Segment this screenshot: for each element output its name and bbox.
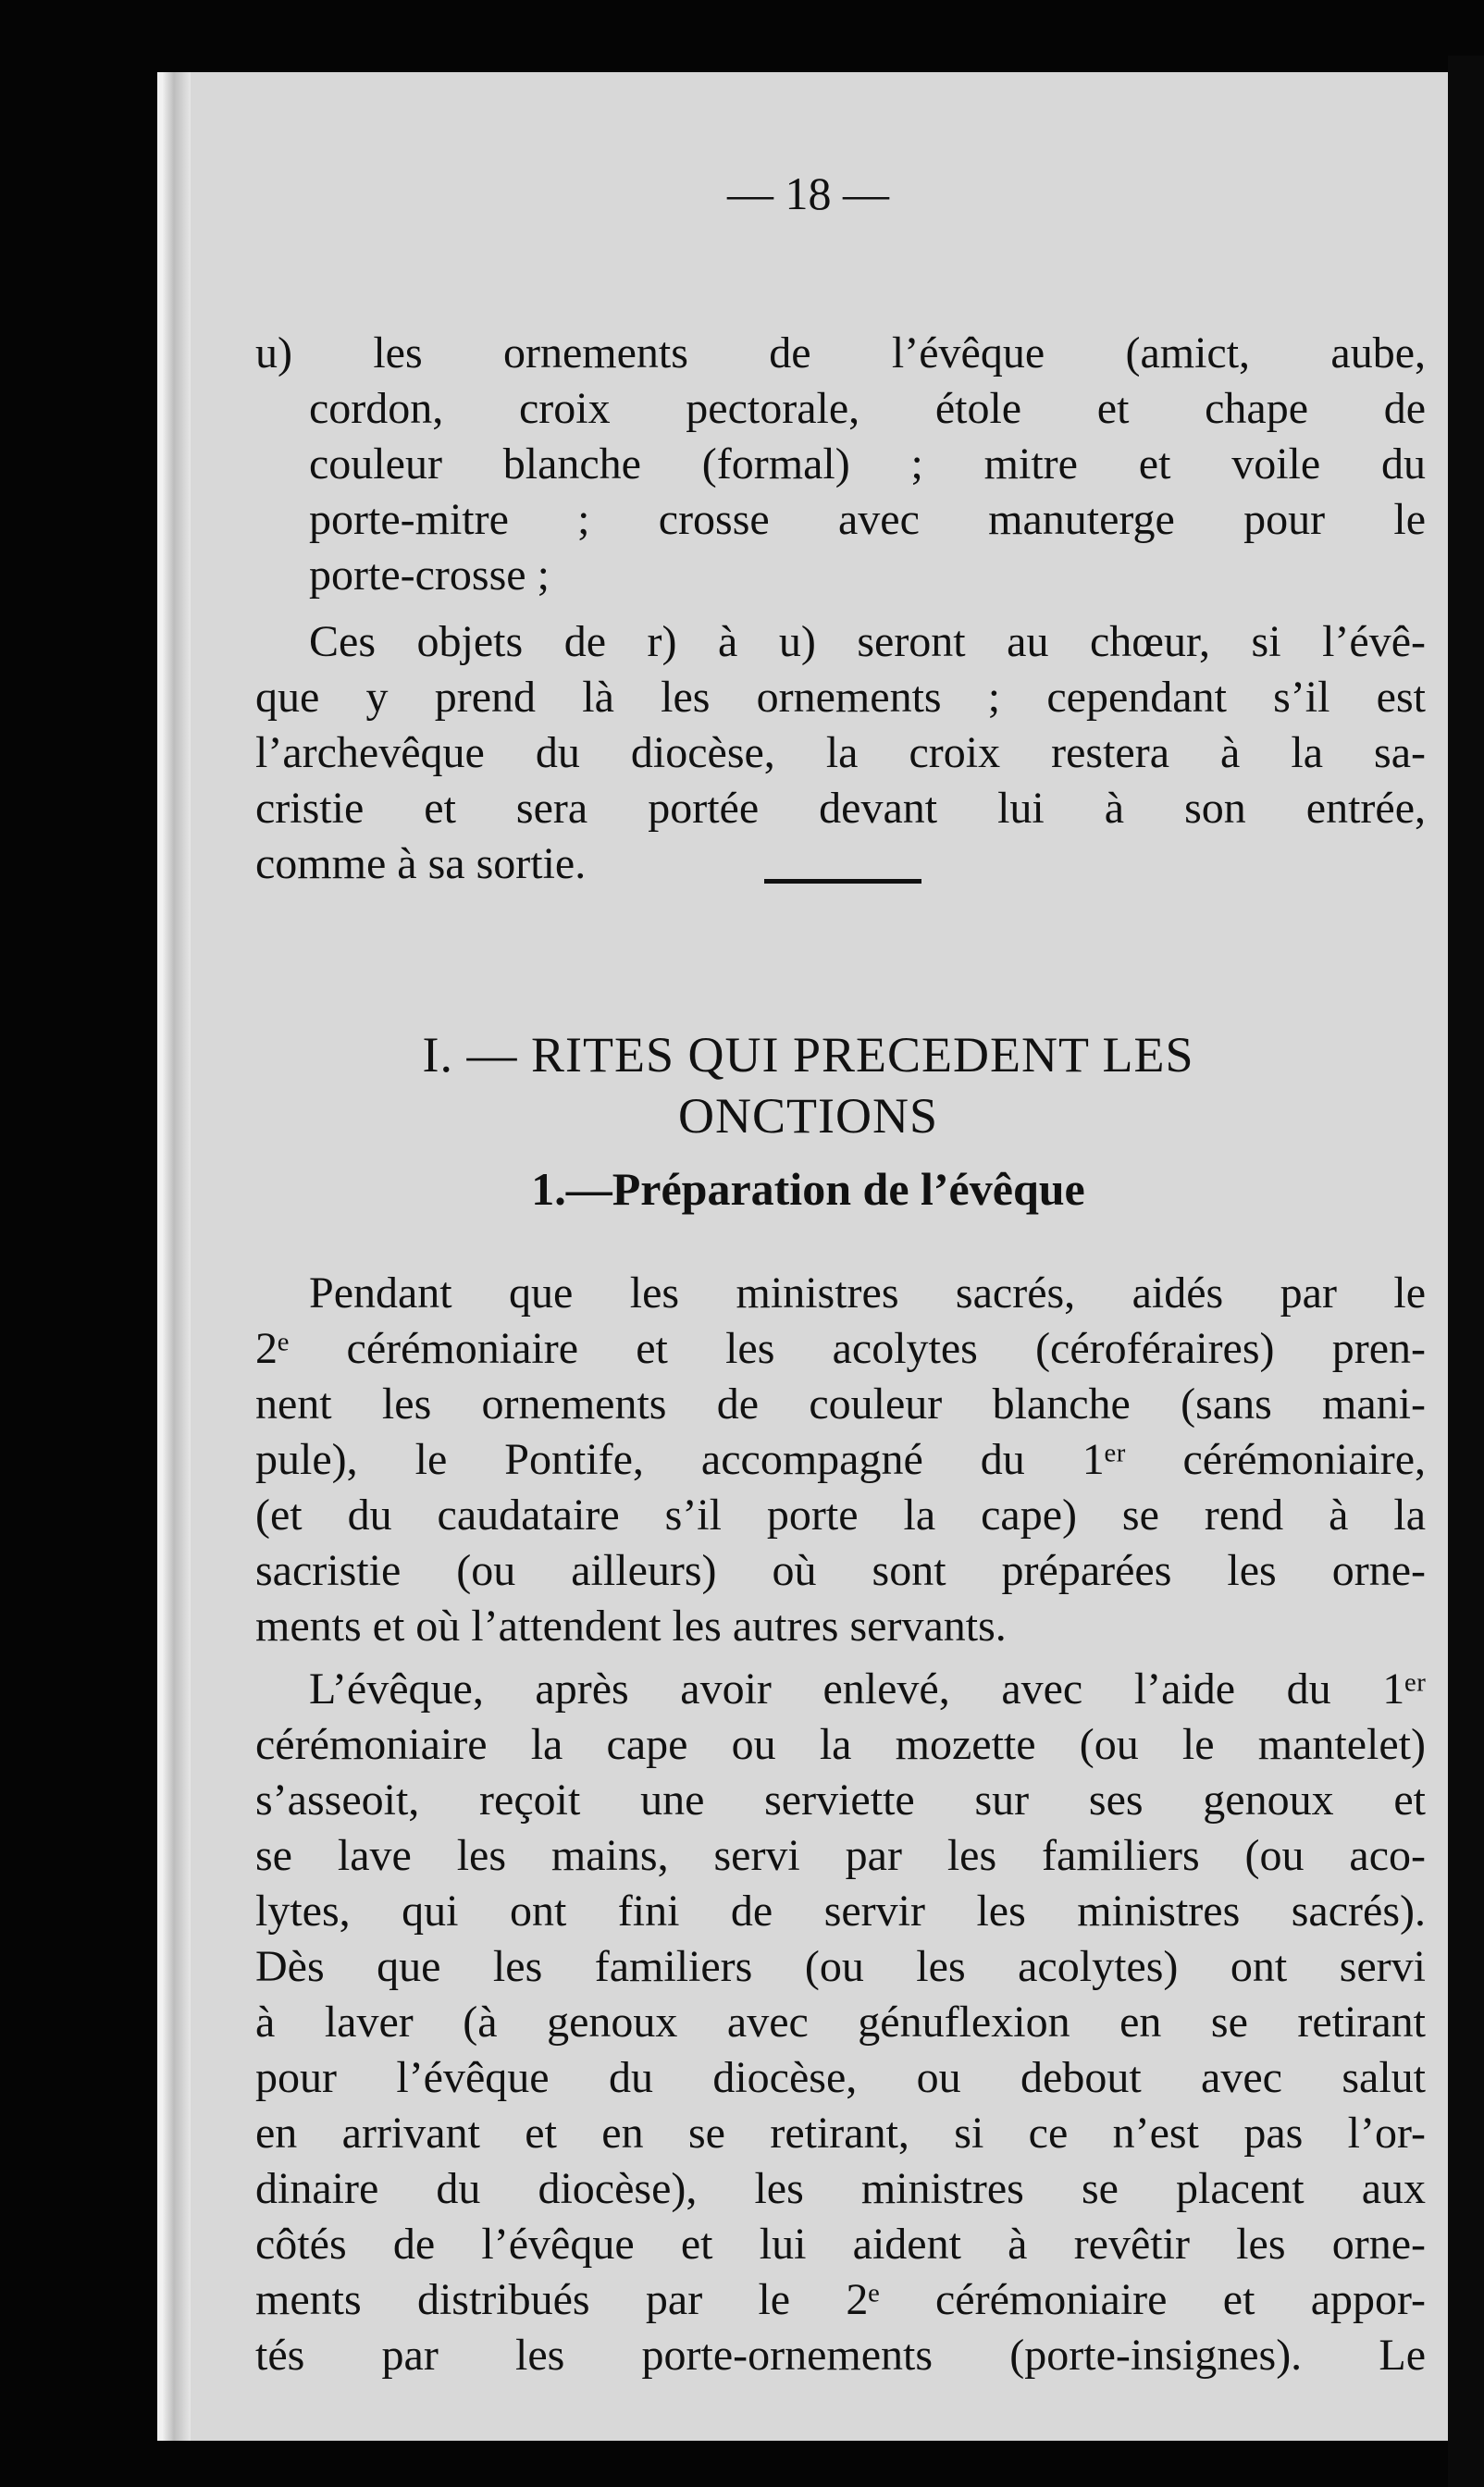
text-line: 2ᵉ cérémoniaire et les acolytes (céroféraires) pren-: [255, 1324, 1426, 1373]
text-line: Dès que les familiers (ou les acolytes) ont servi: [255, 1942, 1426, 1991]
text-line: côtés de l’évêque et lui aident à revêtir les orne-: [255, 2220, 1426, 2269]
text-line: en arrivant et en se retirant, si ce n’est pas l’or-: [255, 2109, 1426, 2158]
text-line: comme à sa sortie.: [255, 839, 587, 888]
subsection-title: 1.—Préparation de l’évêque: [531, 1163, 1085, 1215]
text-line: sacristie (ou ailleurs) où sont préparées les orne-: [255, 1546, 1426, 1595]
text-line: lytes, qui ont fini de servir les ministres sacrés).: [255, 1887, 1426, 1936]
text-line: cristie et sera portée devant lui à son entrée,: [255, 784, 1426, 833]
paragraph-vesting: [255, 1662, 1426, 2383]
text-line: ments distribués par le 2ᵉ cérémoniaire et appor-: [255, 2275, 1426, 2324]
page-gutter: [163, 72, 191, 2441]
text-line: nent les ornements de couleur blanche (sans mani-: [255, 1380, 1426, 1429]
text-line: L’évêque, après avoir enlevé, avec l’aide du 1ᵉʳ: [309, 1664, 1426, 1714]
text-line: porte-crosse ;: [309, 551, 550, 600]
text-line: dinaire du diocèse), les ministres se placent aux: [255, 2164, 1426, 2213]
item-u: [255, 326, 1426, 603]
text-line: l’archevêque du diocèse, la croix restera à la sa-: [255, 728, 1426, 777]
text-line: que y prend là les ornements ; cependant s’il est: [255, 673, 1426, 722]
book-page: [157, 72, 1453, 2441]
text-line: porte-mitre ; crosse avec manuterge pour le: [309, 495, 1426, 544]
text-line: couleur blanche (formal) ; mitre et voile du: [309, 439, 1426, 489]
section-divider: [764, 879, 921, 884]
paragraph-objects: [255, 614, 1426, 892]
section-heading-line2: ONCTIONS: [677, 1088, 938, 1144]
text-line: u) les ornements de l’évêque (amict, aube,: [255, 328, 1426, 377]
paragraph-preparation: [255, 1266, 1426, 1654]
text-line: (et du caudataire s’il porte la cape) se rend à la: [255, 1491, 1426, 1540]
text-line: pour l’évêque du diocèse, ou debout avec salut: [255, 2053, 1426, 2102]
text-line: tés par les porte-ornements (porte-insignes). Le: [255, 2331, 1426, 2380]
page-number: — 18 —: [727, 167, 889, 219]
section-heading: I. — RITES QUI PRECEDENT LES: [422, 1027, 1194, 1083]
text-line: s’asseoit, reçoit une serviette sur ses genoux et: [255, 1776, 1426, 1825]
text-line: cérémoniaire la cape ou la mozette (ou le mantelet): [255, 1720, 1426, 1769]
text-line: cordon, croix pectorale, étole et chape de: [309, 384, 1426, 433]
text-line: pule), le Pontife, accompagné du 1ᵉʳ cérémoniaire,: [255, 1435, 1426, 1484]
text-line: se lave les mains, servi par les familiers (ou aco-: [255, 1831, 1426, 1880]
text-line: ments et où l’attendent les autres servants.: [255, 1602, 1007, 1651]
text-line: Ces objets de r) à u) seront au chœur, si l’évê-: [309, 617, 1426, 666]
text-line: à laver (à genoux avec génuflexion en se retirant: [255, 1998, 1426, 2047]
scan-border: [1448, 56, 1484, 2487]
text-line: Pendant que les ministres sacrés, aidés par le: [309, 1268, 1426, 1318]
